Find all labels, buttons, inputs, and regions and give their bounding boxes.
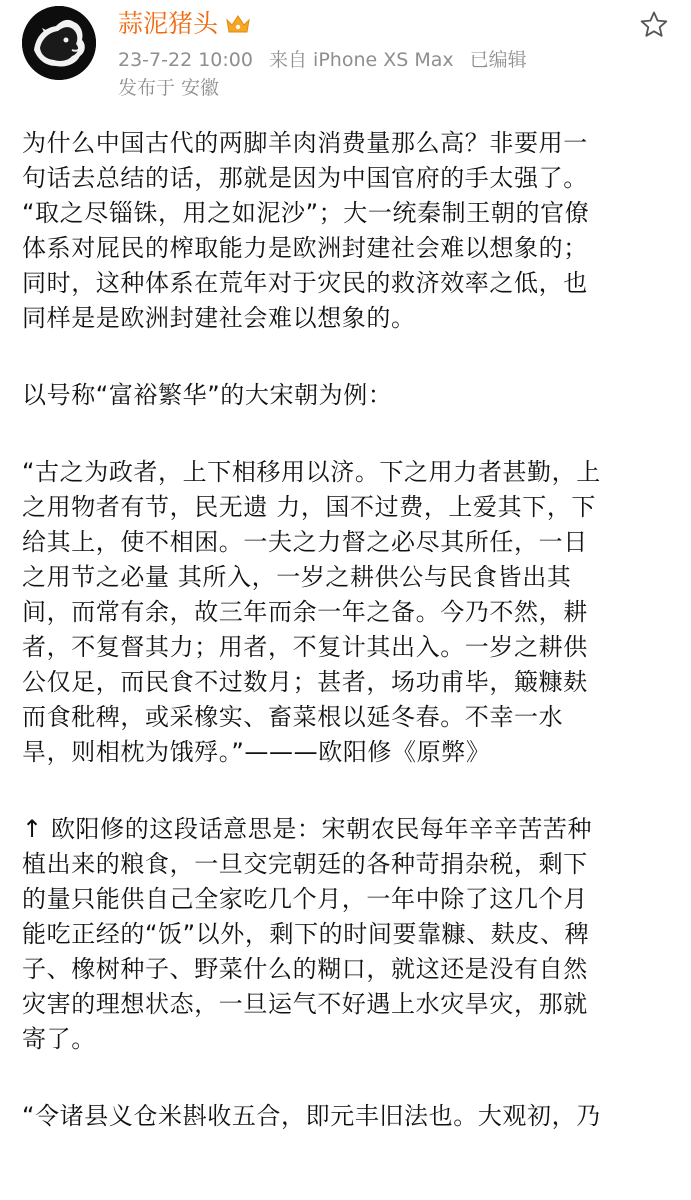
post-location: 发布于 安徽	[118, 77, 220, 99]
post-paragraph: “令诸县义仓米斟收五合，即元丰旧法也。大观初，乃	[22, 1102, 601, 1130]
author-avatar[interactable]	[22, 6, 96, 80]
post-source: 来自 iPhone XS Max	[269, 49, 454, 71]
post-header	[0, 0, 691, 110]
post-paragraph: 为什么中国古代的两脚羊肉消费量那么高？非要用一 句话去总结的话，那就是因为中国官府的手太强了。 “取之尽锱铢，用之如泥沙”；大一统秦制王朝的官僚 体系对屁民的榨取能力是欧洲封建社会难以想象的； 同时，这种体系在荒年对于灾民的救济效率之低，也 同样是是欧洲封建社会难以想象的。	[22, 129, 590, 332]
boar-avatar-icon	[22, 6, 96, 80]
post-paragraph: “古之为政者，上下相移用以济。下之用力者甚勤，上 之用物者有节，民无遗 力，国不过费，上爱其下，下 给其上，使不相困。一夫之力督之必尽其所任，一日 之用节之必量 其所入，一岁之耕供公与民食皆出其 间，而常有余，故三年而余一年之备。今乃不然，耕 者，不复督其力；用者，不复计其出入。一岁之耕供 公仅足，而民食不过数月；甚者，场功甫毕，簸糠麸 而食秕稗，或采橡实、畜菜根以延冬春。不幸一水 旱，则相枕为饿殍。”———欧阳修《原弊》	[22, 458, 601, 766]
crown-icon	[224, 12, 252, 36]
favorite-star-icon[interactable]	[639, 10, 669, 40]
post-meta	[118, 48, 527, 72]
post-edited-label[interactable]: 已编辑	[469, 49, 527, 71]
post-body	[22, 126, 672, 1176]
author-name[interactable]: 蒜泥猪头	[118, 9, 219, 38]
post-paragraph: 以号称“富裕繁华”的大宋朝为例：	[22, 381, 393, 409]
post-timestamp: 23-7-22 10:00	[118, 49, 253, 71]
post-paragraph: ↑ 欧阳修的这段话意思是：宋朝农民每年辛辛苦苦种 植出来的粮食，一旦交完朝廷的各种苛捐杂税，剩下 的量只能供自己全家吃几个月，一年中除了这几个月 能吃正经的“饭”以外，剩下的时间要靠糠、麸皮、稗 子、橡树种子、野菜什么的糊口，就这还是没有自然 灾害的理想状态，一旦运气不好遇上水灾旱灾，那就 寄了。	[22, 815, 593, 1053]
author-row	[118, 8, 252, 40]
